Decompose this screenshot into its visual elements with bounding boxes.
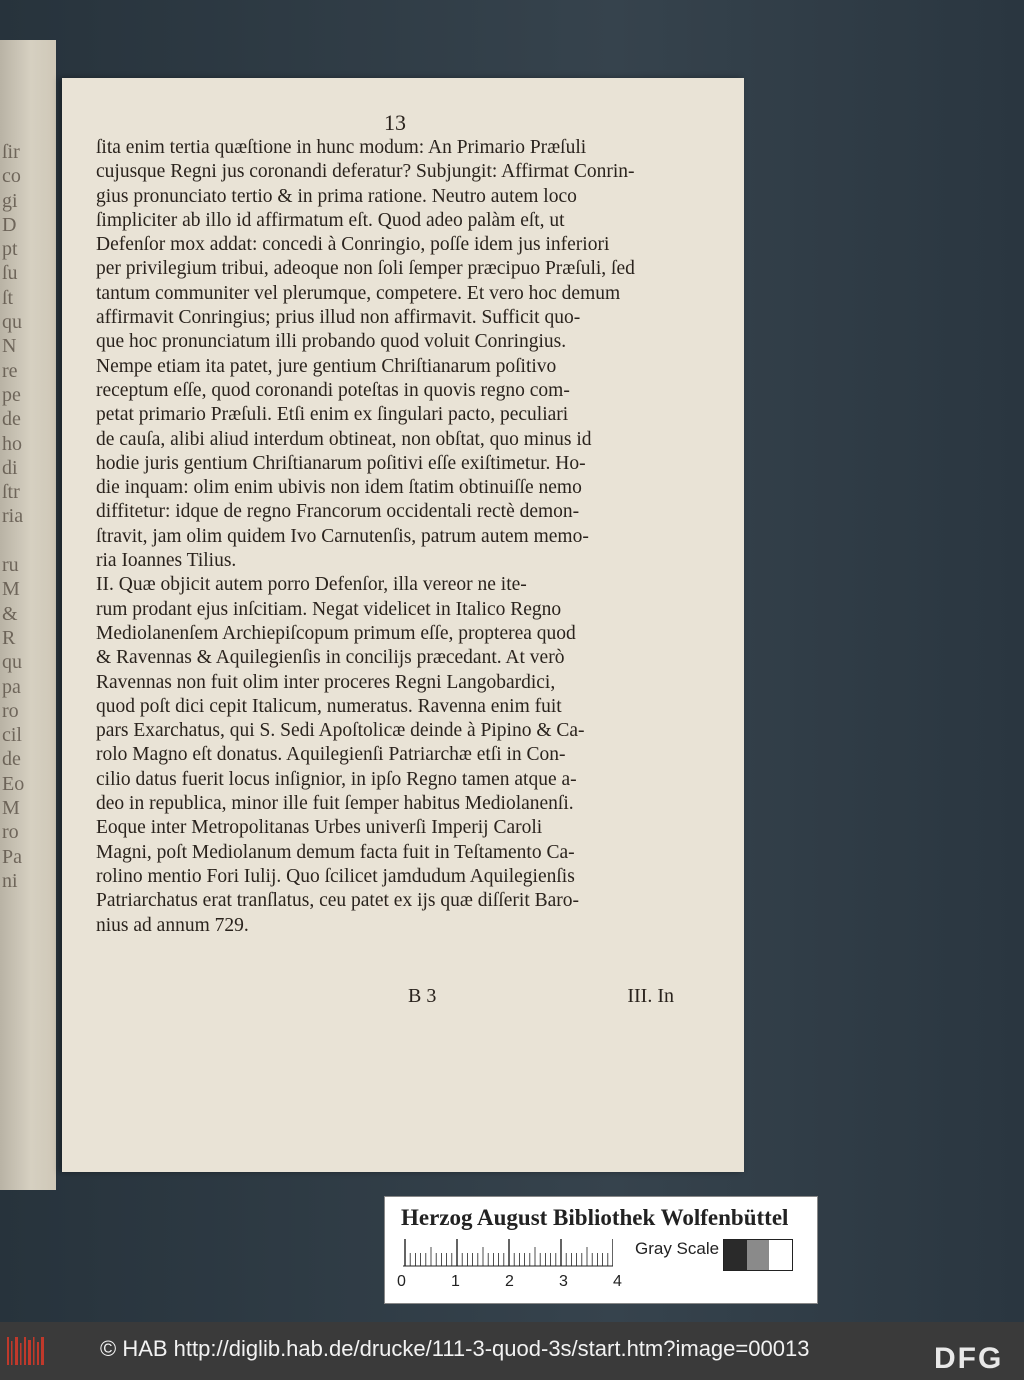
- text-line: ria Ioannes Tilius.: [96, 550, 237, 572]
- text-line: rolino mentio Fori Iulij. Quo ſcilicet jamdudum Aquilegienſis: [96, 865, 575, 887]
- text-line: Ravennas non fuit olim inter proceres Regni Langobardici,: [96, 671, 556, 693]
- text-line: Nempe etiam ita patet, jure gentium Chriſtianarum poſitivo: [96, 355, 557, 377]
- gray-swatch: [724, 1240, 747, 1270]
- image-url-caption[interactable]: © HAB http://diglib.hab.de/drucke/111-3-quod-3s/start.htm?image=00013: [100, 1336, 810, 1361]
- gray-scale-label: Gray Scale: [635, 1239, 720, 1258]
- prev-page-fragment: gi: [2, 189, 18, 212]
- prev-page-fragment: de: [2, 748, 21, 771]
- page-footer: [96, 985, 686, 1015]
- prev-page-fragment: di: [2, 456, 18, 479]
- ruler-number: 3: [559, 1273, 568, 1290]
- prev-page-fragment: de: [2, 408, 21, 431]
- prev-page-fragment: co: [2, 165, 21, 188]
- prev-page-fragment: &: [2, 602, 18, 625]
- page-text: [96, 136, 696, 938]
- gray-swatch: [747, 1240, 770, 1270]
- prev-page-fragment: ſt: [2, 286, 14, 309]
- text-line: Eoque inter Metropolitanas Urbes univerſi Imperij Caroli: [96, 817, 543, 839]
- prev-page-fragment: Pa: [2, 845, 22, 868]
- library-name: Herzog August Bibliothek Wolfenbüttel: [401, 1205, 789, 1230]
- prev-page-fragment: R: [2, 626, 16, 649]
- prev-page-fragment: ſtr: [2, 481, 20, 504]
- prev-page-fragment: ru: [2, 554, 19, 577]
- prev-page-fragment: [2, 529, 56, 553]
- prev-page-fragment: D: [2, 213, 17, 236]
- barcode-icon: [6, 1335, 46, 1367]
- gray-scale-swatches: [723, 1239, 793, 1271]
- ruler-number: 0: [397, 1273, 406, 1290]
- prev-page-fragment: M: [2, 578, 20, 601]
- text-line: cujusque Regni jus coronandi deferatur? Subjungit: Affirmat Conrin-: [96, 161, 635, 183]
- signature-mark: B 3: [408, 985, 437, 1007]
- prev-page-fragment: Eo: [2, 772, 25, 795]
- text-line: Magni, poſt Mediolanum demum facta fuit in Teſtamento Ca-: [96, 841, 575, 863]
- text-line: Defenſor mox addat: concedi à Conringio, poſſe idem jus inferiori: [96, 234, 610, 256]
- text-line: de cauſa, alibi aliud interdum obtineat, non obſtat, quo minus id: [96, 428, 592, 450]
- text-line: die inquam: olim enim ubivis non idem ſtatim obtinuiſſe nemo: [96, 477, 582, 499]
- prev-page-fragment: ro: [2, 821, 19, 844]
- prev-page-fragment: M: [2, 797, 20, 820]
- prev-page-fragment: ria: [2, 505, 24, 528]
- prev-page-fragment: cil: [2, 724, 22, 747]
- prev-page-fragment: qu: [2, 311, 22, 334]
- text-line: per privilegium tribui, adeoque non ſoli ſemper præcipuo Præſuli, ſed: [96, 258, 635, 280]
- text-line: ſtravit, jam olim quidem Ivo Carnutenſis, patrum autem memo-: [96, 525, 589, 547]
- ruler-number: 4: [613, 1273, 622, 1290]
- text-line: que hoc pronunciatum illi probando quod voluit Conringius.: [96, 331, 567, 353]
- text-line: quod poſt dici cepit Italicum, numeratus. Ravenna enim fuit: [96, 695, 562, 717]
- page-number: 13: [384, 110, 406, 135]
- prev-page-fragment: pa: [2, 675, 21, 698]
- text-line: pars Exarchatus, qui S. Sedi Apoſtolicæ deinde à Pipino & Ca-: [96, 720, 585, 742]
- text-line: cilio datus fuerit locus inſignior, in ipſo Regno tamen atque a-: [96, 768, 577, 790]
- text-line: hodie juris gentium Chriſtianarum poſitivi eſſe exiſtimetur. Ho-: [96, 452, 586, 474]
- prev-page-fragment: pt: [2, 238, 18, 261]
- text-line: Mediolanenſem Archiepiſcopum primum eſſe, propterea quod: [96, 622, 576, 644]
- text-line: receptum eſſe, quod coronandi poteſtas in quovis regno com-: [96, 379, 570, 401]
- prev-page-fragment: ſu: [2, 262, 18, 285]
- text-line: deo in republica, minor ille fuit ſemper habitus Mediolanenſi.: [96, 793, 574, 815]
- text-line: rolo Magno eſt donatus. Aquilegienſi Patriarchæ etſi in Con-: [96, 744, 566, 766]
- dfg-logo: DFG: [934, 1342, 1004, 1375]
- text-line: tantum communiter vel plerumque, competere. Et vero hoc demum: [96, 282, 621, 304]
- previous-page-text: [0, 40, 56, 893]
- ruler-scale: [403, 1239, 613, 1267]
- prev-page-fragment: re: [2, 359, 18, 382]
- text-line: gius pronunciato tertio & in prima ratione. Neutro autem loco: [96, 185, 577, 207]
- text-line: ſita enim tertia quæſtione in hunc modum: An Primario Præſuli: [96, 137, 587, 158]
- text-line: ſimpliciter ab illo id affirmatum eſt. Quod adeo palàm eſt, ut: [96, 209, 565, 231]
- prev-page-fragment: pe: [2, 383, 21, 406]
- catchword: III. In: [627, 985, 674, 1007]
- previous-page-edge: [0, 40, 56, 1190]
- text-line: & Ravennas & Aquilegienſis in concilijs præcedant. At verò: [96, 647, 565, 669]
- gray-swatch: [769, 1240, 792, 1270]
- text-line: diffitetur: idque de regno Francorum occidentali rectè demon-: [96, 501, 580, 523]
- prev-page-fragment: ſir: [2, 141, 20, 163]
- ruler-numbers: [397, 1273, 637, 1293]
- prev-page-fragment: ro: [2, 699, 19, 722]
- text-line: petat primario Præſuli. Etſi enim ex ſingulari pacto, peculiari: [96, 404, 569, 426]
- prev-page-fragment: qu: [2, 651, 22, 674]
- text-line: nius ad annum 729.: [96, 914, 249, 936]
- prev-page-fragment: ho: [2, 432, 22, 455]
- library-stamp: [384, 1196, 818, 1304]
- ruler-number: 2: [505, 1273, 514, 1290]
- ruler-number: 1: [451, 1273, 460, 1290]
- prev-page-fragment: ni: [2, 869, 18, 892]
- text-line: Patriarchatus erat tranſlatus, ceu patet ex ijs quæ diſſerit Baro-: [96, 890, 580, 912]
- text-line: affirmavit Conringius; prius illud non affirmavit. Sufficit quo-: [96, 307, 581, 329]
- text-line: II. Quæ objicit autem porro Defenſor, illa vereor ne ite-: [96, 574, 527, 596]
- text-line: rum prodant ejus inſcitiam. Negat videlicet in Italico Regno: [96, 598, 562, 620]
- prev-page-fragment: N: [2, 335, 17, 358]
